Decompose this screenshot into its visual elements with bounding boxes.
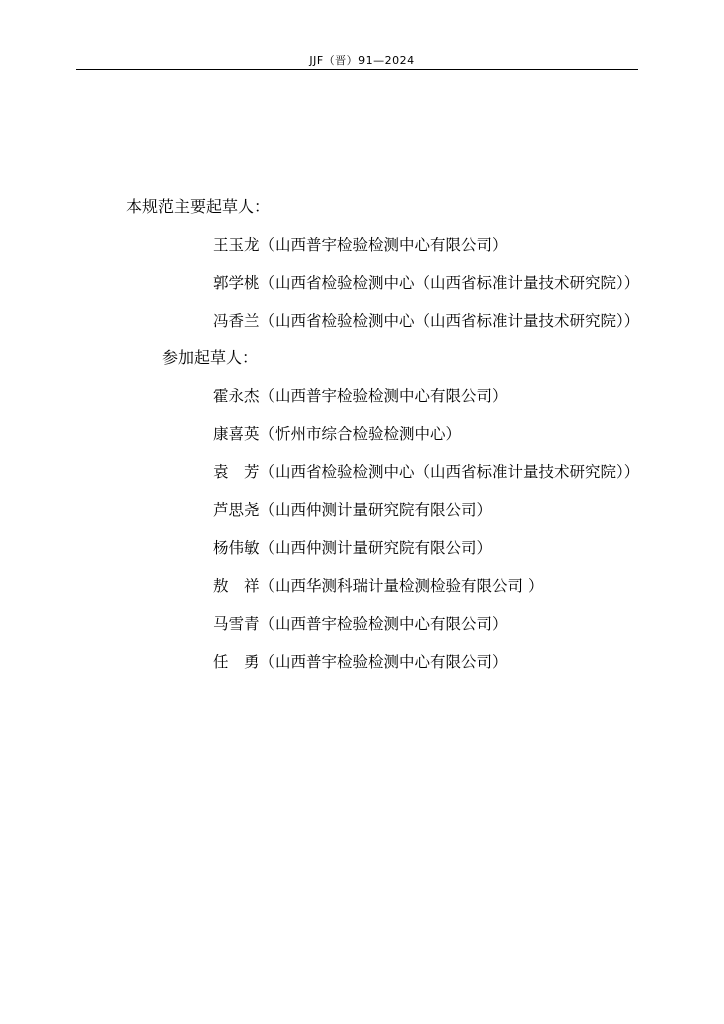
drafter-org: （山西普宇检验检测中心有限公司）	[259, 387, 508, 405]
main-drafters-title: 本规范主要起草人：	[126, 197, 271, 216]
drafter-org: （山西仲测计量研究院有限公司）	[259, 501, 493, 519]
drafter-name: 敖 祥	[213, 577, 260, 595]
participating-drafter-entry	[213, 574, 543, 596]
drafter-name: 霍永杰	[213, 387, 260, 405]
participating-drafter-entry	[213, 460, 639, 482]
participating-drafter-entry	[213, 612, 508, 634]
drafter-name: 冯香兰	[213, 312, 260, 330]
drafter-org: （山西省检验检测中心（山西省标准计量技术研究院））	[259, 274, 640, 292]
main-drafter-entry	[213, 233, 508, 255]
drafter-name: 郭学桃	[213, 274, 260, 292]
participating-drafter-entry	[213, 422, 461, 444]
main-drafter-entry	[213, 271, 639, 293]
drafter-org: （山西省检验检测中心（山西省标准计量技术研究院））	[259, 463, 640, 481]
drafter-org: （忻州市综合检验检测中心）	[259, 425, 462, 443]
header-divider	[76, 69, 638, 70]
drafter-name: 马雪青	[213, 615, 260, 633]
drafter-name: 康喜英	[213, 425, 260, 443]
drafter-name: 袁 芳	[213, 463, 260, 481]
drafter-org: （山西普宇检验检测中心有限公司）	[259, 653, 508, 671]
participating-drafters-title: 参加起草人：	[162, 348, 259, 367]
participating-drafter-entry	[213, 384, 508, 406]
drafter-name: 杨伟敏	[213, 539, 260, 557]
participating-drafter-entry	[213, 498, 492, 520]
main-drafter-entry	[213, 309, 639, 331]
drafter-org: （山西普宇检验检测中心有限公司）	[259, 615, 508, 633]
standard-code: JJF（晋）91—2024	[309, 54, 415, 67]
drafter-org: （山西省检验检测中心（山西省标准计量技术研究院））	[259, 312, 640, 330]
drafter-org: （山西普宇检验检测中心有限公司）	[259, 236, 508, 254]
participating-drafter-entry	[213, 650, 508, 672]
drafter-name: 任 勇	[213, 653, 260, 671]
participating-drafter-entry	[213, 536, 492, 558]
drafter-org: （山西仲测计量研究院有限公司）	[259, 539, 493, 557]
drafter-name: 芦思尧	[213, 501, 260, 519]
drafter-name: 王玉龙	[213, 236, 260, 254]
drafter-org: （山西华测科瑞计量检测检验有限公司 ）	[259, 577, 544, 595]
